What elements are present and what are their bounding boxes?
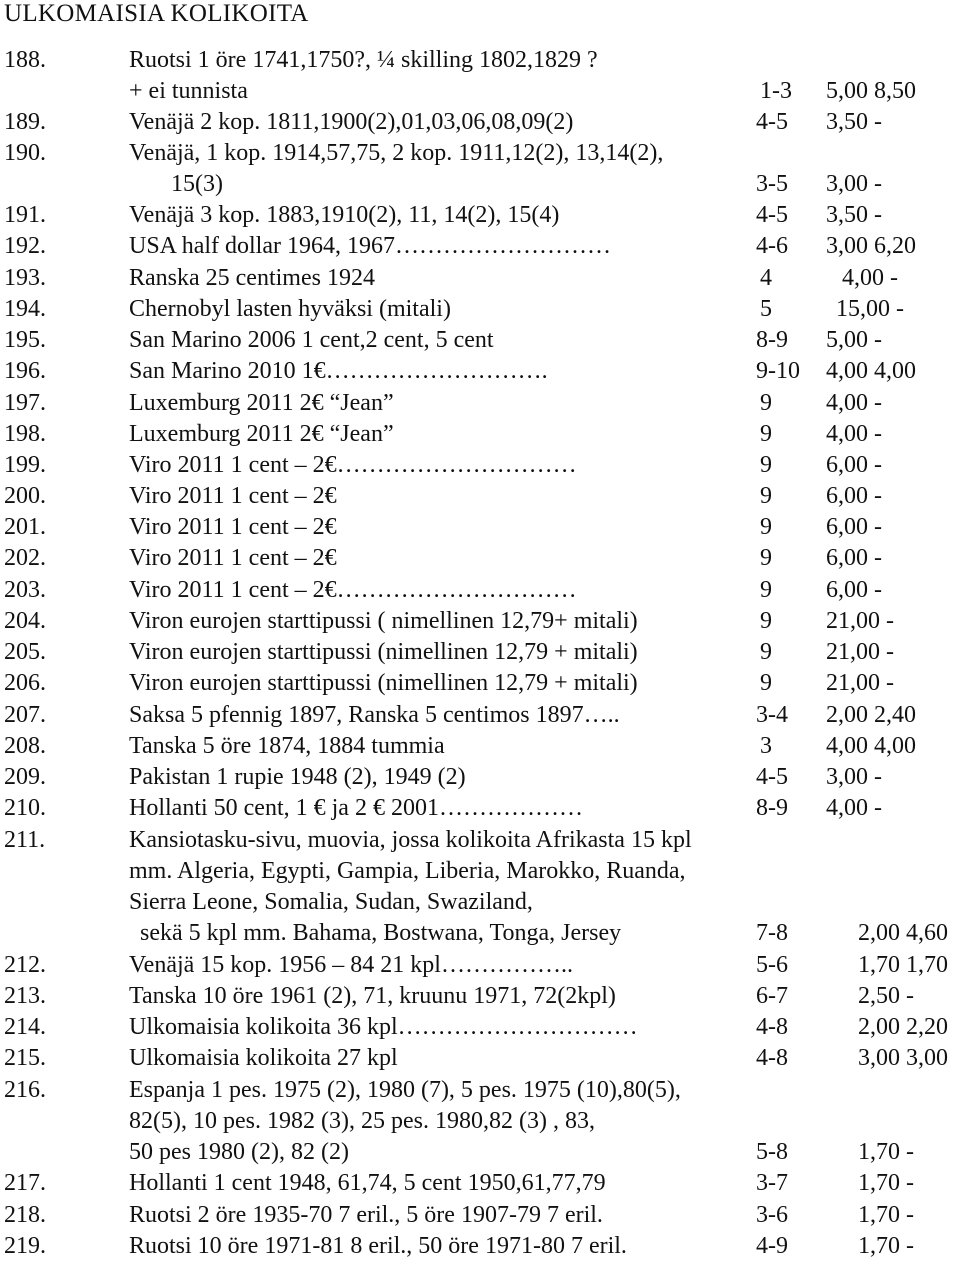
item-price: 1,70 - bbox=[858, 1170, 914, 1196]
item-price: 6,00 - bbox=[826, 514, 882, 540]
item-description: Espanja 1 pes. 1975 (2), 1980 (7), 5 pes. 1975 (10),80(5), bbox=[129, 1077, 681, 1103]
item-description: Chernobyl lasten hyväksi (mitali) bbox=[129, 296, 451, 322]
item-number: 195. bbox=[4, 327, 46, 353]
item-condition: 4-9 bbox=[756, 1233, 788, 1259]
item-number: 204. bbox=[4, 608, 46, 634]
item-price: 6,00 - bbox=[826, 577, 882, 603]
list-item bbox=[0, 545, 960, 576]
item-price: 3,00 6,20 bbox=[826, 233, 916, 259]
item-price: 2,50 - bbox=[858, 983, 914, 1009]
item-condition: 9 bbox=[760, 514, 772, 540]
item-number: 193. bbox=[4, 265, 46, 291]
item-description: + ei tunnista bbox=[129, 78, 248, 104]
item-condition: 4-5 bbox=[756, 764, 788, 790]
item-price: 5,00 8,50 bbox=[826, 78, 916, 104]
item-price: 3,50 - bbox=[826, 202, 882, 228]
list-item bbox=[0, 795, 960, 826]
item-description: Tanska 10 öre 1961 (2), 71, kruunu 1971, 72(2kpl) bbox=[129, 983, 616, 1009]
item-price: 1,70 - bbox=[858, 1202, 914, 1228]
item-number: 212. bbox=[4, 952, 46, 978]
list-item bbox=[0, 577, 960, 608]
item-price: 4,00 - bbox=[826, 421, 882, 447]
item-condition: 9 bbox=[760, 483, 772, 509]
item-condition: 9 bbox=[760, 452, 772, 478]
list-item bbox=[0, 889, 960, 920]
item-price: 2,00 4,60 bbox=[858, 920, 948, 946]
item-description: San Marino 2010 1€………………………. bbox=[129, 358, 548, 384]
list-item bbox=[0, 1108, 960, 1139]
item-condition: 9 bbox=[760, 545, 772, 571]
item-price: 2,00 2,20 bbox=[858, 1014, 948, 1040]
item-number: 207. bbox=[4, 702, 46, 728]
item-description: Ruotsi 1 öre 1741,1750?, ¼ skilling 1802,1829 ? bbox=[129, 47, 598, 73]
item-number: 211. bbox=[4, 827, 46, 853]
item-description: Viron eurojen starttipussi (nimellinen 12,79 + mitali) bbox=[129, 639, 638, 665]
item-price: 1,70 1,70 bbox=[858, 952, 948, 978]
list-item bbox=[0, 140, 960, 171]
list-item bbox=[0, 233, 960, 264]
item-price: 1,70 - bbox=[858, 1233, 914, 1259]
item-number: 206. bbox=[4, 670, 46, 696]
item-number: 208. bbox=[4, 733, 46, 759]
item-condition: 4-5 bbox=[756, 109, 788, 135]
item-condition: 4-8 bbox=[756, 1045, 788, 1071]
list-item bbox=[0, 358, 960, 389]
list-item bbox=[0, 1233, 960, 1264]
list-item bbox=[0, 733, 960, 764]
item-condition: 3-5 bbox=[756, 171, 788, 197]
item-description: Pakistan 1 rupie 1948 (2), 1949 (2) bbox=[129, 764, 466, 790]
item-condition: 9 bbox=[760, 670, 772, 696]
list-item bbox=[0, 296, 960, 327]
list-item bbox=[0, 983, 960, 1014]
item-description: Saksa 5 pfennig 1897, Ranska 5 centimos 1897….. bbox=[129, 702, 620, 728]
item-price: 21,00 - bbox=[826, 608, 894, 634]
item-condition: 5-6 bbox=[756, 952, 788, 978]
item-number: 210. bbox=[4, 795, 46, 821]
item-price: 4,00 - bbox=[842, 265, 898, 291]
item-condition: 6-7 bbox=[756, 983, 788, 1009]
item-number: 209. bbox=[4, 764, 46, 790]
list-item bbox=[0, 390, 960, 421]
item-number: 202. bbox=[4, 545, 46, 571]
item-number: 216. bbox=[4, 1077, 46, 1103]
item-description: Hollanti 50 cent, 1 € ja 2 € 2001……………… bbox=[129, 795, 583, 821]
list-item bbox=[0, 702, 960, 733]
item-description: Ruotsi 10 öre 1971-81 8 eril., 50 öre 1971-80 7 eril. bbox=[129, 1233, 627, 1259]
item-condition: 9 bbox=[760, 577, 772, 603]
list-item bbox=[0, 1202, 960, 1233]
item-condition: 3-7 bbox=[756, 1170, 788, 1196]
item-price: 6,00 - bbox=[826, 483, 882, 509]
item-number: 189. bbox=[4, 109, 46, 135]
item-description: Ruotsi 2 öre 1935-70 7 eril., 5 öre 1907-79 7 eril. bbox=[129, 1202, 603, 1228]
item-description: Viro 2011 1 cent – 2€ bbox=[129, 545, 337, 571]
item-description: Venäjä 2 kop. 1811,1900(2),01,03,06,08,09(2) bbox=[129, 109, 574, 135]
item-description: Venäjä 15 kop. 1956 – 84 21 kpl…………….. bbox=[129, 952, 573, 978]
item-price: 3,00 - bbox=[826, 171, 882, 197]
item-condition: 9 bbox=[760, 608, 772, 634]
list-item bbox=[0, 483, 960, 514]
item-condition: 4-6 bbox=[756, 233, 788, 259]
item-description: Luxemburg 2011 2€ “Jean” bbox=[129, 390, 394, 416]
item-condition: 1-3 bbox=[760, 78, 792, 104]
list-item bbox=[0, 858, 960, 889]
item-number: 197. bbox=[4, 390, 46, 416]
item-price: 6,00 - bbox=[826, 452, 882, 478]
item-number: 219. bbox=[4, 1233, 46, 1259]
item-number: 192. bbox=[4, 233, 46, 259]
item-description: Viron eurojen starttipussi (nimellinen 12,79 + mitali) bbox=[129, 670, 638, 696]
item-price: 21,00 - bbox=[826, 670, 894, 696]
list-item bbox=[0, 827, 960, 858]
item-condition: 8-9 bbox=[756, 327, 788, 353]
item-number: 214. bbox=[4, 1014, 46, 1040]
item-price: 6,00 - bbox=[826, 545, 882, 571]
list-item bbox=[0, 327, 960, 358]
item-number: 200. bbox=[4, 483, 46, 509]
item-price: 2,00 2,40 bbox=[826, 702, 916, 728]
list-item bbox=[0, 1014, 960, 1045]
item-number: 203. bbox=[4, 577, 46, 603]
item-condition: 3-4 bbox=[756, 702, 788, 728]
item-description: 15(3) bbox=[171, 171, 223, 197]
item-description: San Marino 2006 1 cent,2 cent, 5 cent bbox=[129, 327, 494, 353]
item-description: 82(5), 10 pes. 1982 (3), 25 pes. 1980,82 (3) , 83, bbox=[129, 1108, 595, 1134]
item-condition: 8-9 bbox=[756, 795, 788, 821]
item-number: 190. bbox=[4, 140, 46, 166]
item-condition: 9 bbox=[760, 421, 772, 447]
item-description: Sierra Leone, Somalia, Sudan, Swaziland, bbox=[129, 889, 533, 915]
item-number: 213. bbox=[4, 983, 46, 1009]
item-price: 21,00 - bbox=[826, 639, 894, 665]
item-description: Tanska 5 öre 1874, 1884 tummia bbox=[129, 733, 445, 759]
list-item bbox=[0, 452, 960, 483]
list-item bbox=[0, 78, 960, 109]
list-item bbox=[0, 514, 960, 545]
item-number: 198. bbox=[4, 421, 46, 447]
item-price: 15,00 - bbox=[836, 296, 904, 322]
item-condition: 3 bbox=[760, 733, 772, 759]
item-condition: 4-5 bbox=[756, 202, 788, 228]
item-condition: 9-10 bbox=[756, 358, 800, 384]
item-condition: 5-8 bbox=[756, 1139, 788, 1165]
item-number: 215. bbox=[4, 1045, 46, 1071]
item-description: Viro 2011 1 cent – 2€………………………… bbox=[129, 452, 577, 478]
item-condition: 3-6 bbox=[756, 1202, 788, 1228]
item-price: 4,00 4,00 bbox=[826, 733, 916, 759]
list-item bbox=[0, 1139, 960, 1170]
item-number: 196. bbox=[4, 358, 46, 384]
item-description: Venäjä 3 kop. 1883,1910(2), 11, 14(2), 15(4) bbox=[129, 202, 560, 228]
item-price: 5,00 - bbox=[826, 327, 882, 353]
item-condition: 9 bbox=[760, 390, 772, 416]
item-description: Luxemburg 2011 2€ “Jean” bbox=[129, 421, 394, 447]
item-description: Ulkomaisia kolikoita 36 kpl………………………… bbox=[129, 1014, 638, 1040]
item-description: Viron eurojen starttipussi ( nimellinen 12,79+ mitali) bbox=[129, 608, 638, 634]
page-title: ULKOMAISIA KOLIKOITA bbox=[4, 0, 309, 27]
list-item bbox=[0, 1077, 960, 1108]
item-description: 50 pes 1980 (2), 82 (2) bbox=[129, 1139, 349, 1165]
list-item bbox=[0, 608, 960, 639]
item-description: mm. Algeria, Egypti, Gampia, Liberia, Marokko, Ruanda, bbox=[129, 858, 686, 884]
item-description: Viro 2011 1 cent – 2€ bbox=[129, 514, 337, 540]
item-description: Hollanti 1 cent 1948, 61,74, 5 cent 1950,61,77,79 bbox=[129, 1170, 606, 1196]
list-item bbox=[0, 202, 960, 233]
item-price: 4,00 4,00 bbox=[826, 358, 916, 384]
list-item bbox=[0, 952, 960, 983]
item-number: 217. bbox=[4, 1170, 46, 1196]
list-item bbox=[0, 1045, 960, 1076]
item-condition: 9 bbox=[760, 639, 772, 665]
item-price: 3,00 3,00 bbox=[858, 1045, 948, 1071]
item-number: 194. bbox=[4, 296, 46, 322]
list-item bbox=[0, 1170, 960, 1201]
item-description: Kansiotasku-sivu, muovia, jossa kolikoita Afrikasta 15 kpl bbox=[129, 827, 692, 853]
list-item bbox=[0, 639, 960, 670]
item-number: 218. bbox=[4, 1202, 46, 1228]
list-item bbox=[0, 920, 960, 951]
item-number: 205. bbox=[4, 639, 46, 665]
item-number: 201. bbox=[4, 514, 46, 540]
item-condition: 4 bbox=[760, 265, 772, 291]
item-price: 3,50 - bbox=[826, 109, 882, 135]
item-number: 199. bbox=[4, 452, 46, 478]
item-description: Venäjä, 1 kop. 1914,57,75, 2 kop. 1911,12(2), 13,14(2), bbox=[129, 140, 664, 166]
item-number: 191. bbox=[4, 202, 46, 228]
item-description: Viro 2011 1 cent – 2€………………………… bbox=[129, 577, 577, 603]
list-item bbox=[0, 47, 960, 78]
item-number: 188. bbox=[4, 47, 46, 73]
item-description: USA half dollar 1964, 1967……………………… bbox=[129, 233, 611, 259]
list-item bbox=[0, 109, 960, 140]
item-price: 3,00 - bbox=[826, 764, 882, 790]
item-description: Ulkomaisia kolikoita 27 kpl bbox=[129, 1045, 398, 1071]
list-item bbox=[0, 421, 960, 452]
item-condition: 4-8 bbox=[756, 1014, 788, 1040]
list-item bbox=[0, 670, 960, 701]
item-price: 4,00 - bbox=[826, 390, 882, 416]
item-price: 4,00 - bbox=[826, 795, 882, 821]
item-description: sekä 5 kpl mm. Bahama, Bostwana, Tonga, Jersey bbox=[140, 920, 622, 946]
list-item bbox=[0, 265, 960, 296]
item-description: Ranska 25 centimes 1924 bbox=[129, 265, 375, 291]
item-condition: 7-8 bbox=[756, 920, 788, 946]
list-item bbox=[0, 171, 960, 202]
list-item bbox=[0, 764, 960, 795]
item-price: 1,70 - bbox=[858, 1139, 914, 1165]
item-description: Viro 2011 1 cent – 2€ bbox=[129, 483, 337, 509]
item-condition: 5 bbox=[760, 296, 772, 322]
